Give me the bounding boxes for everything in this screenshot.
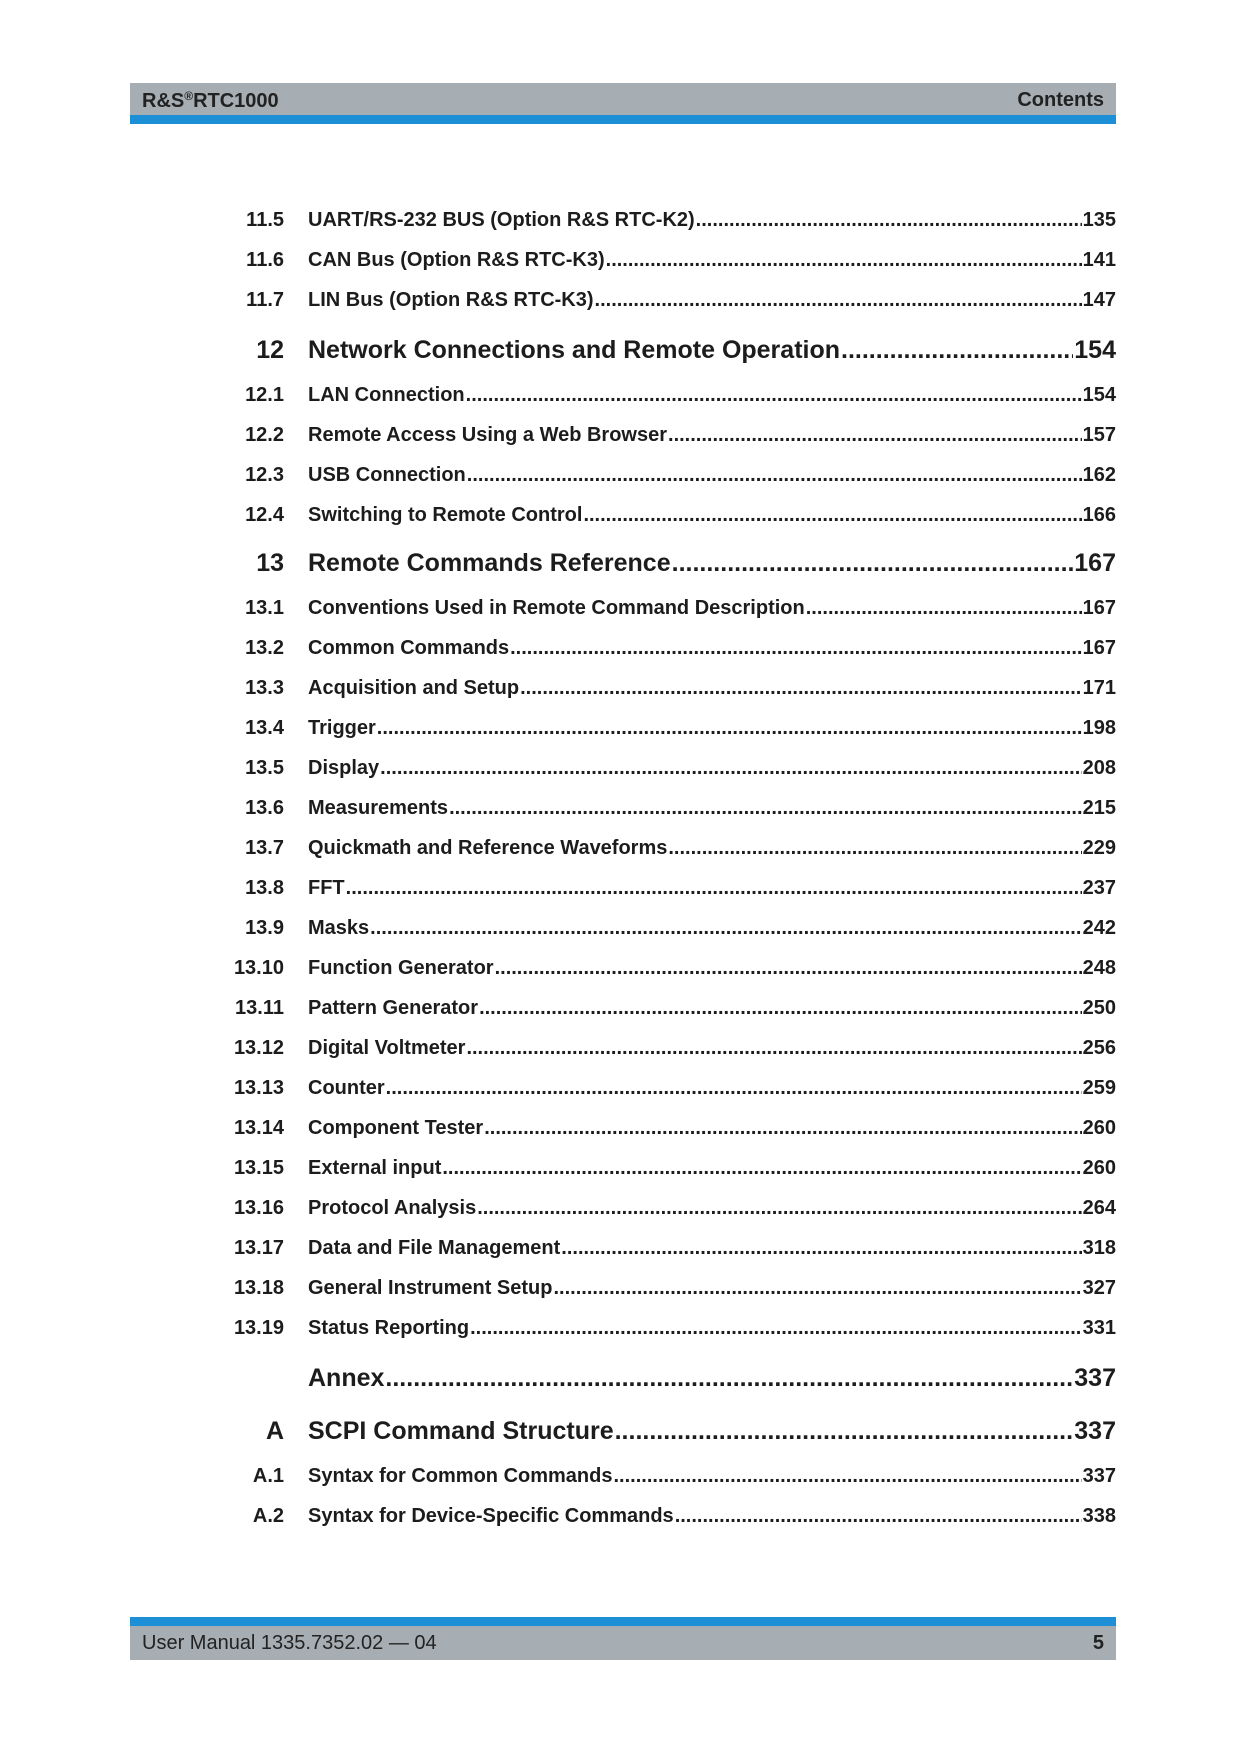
section-title: Contents bbox=[1017, 89, 1104, 111]
toc-number: A.2 bbox=[252, 1505, 284, 1527]
toc-number: 12.2 bbox=[245, 424, 284, 446]
toc-page: 237 bbox=[1082, 877, 1116, 899]
toc-number: 13.17 bbox=[233, 1237, 284, 1259]
toc-leader bbox=[668, 837, 1081, 860]
toc-title: LIN Bus (Option R&S RTC-K3) bbox=[308, 289, 594, 311]
toc-number: 11.6 bbox=[246, 249, 284, 271]
toc-entry[interactable] bbox=[0, 242, 1240, 276]
toc-entry[interactable] bbox=[0, 870, 1240, 904]
toc-page: 208 bbox=[1082, 757, 1116, 779]
toc-page: 171 bbox=[1082, 677, 1116, 699]
toc-page: 259 bbox=[1082, 1077, 1116, 1099]
toc-page: 337 bbox=[1074, 1417, 1116, 1445]
toc-leader bbox=[696, 209, 1082, 232]
toc-leader bbox=[595, 289, 1082, 312]
toc-entry[interactable] bbox=[0, 1230, 1240, 1264]
toc-leader bbox=[675, 1505, 1082, 1528]
toc-leader bbox=[449, 797, 1082, 820]
toc-page: 215 bbox=[1082, 797, 1116, 819]
toc-entry[interactable] bbox=[0, 202, 1240, 236]
toc-title: Switching to Remote Control bbox=[308, 504, 583, 526]
toc-title: Digital Voltmeter bbox=[308, 1037, 466, 1059]
toc-annex[interactable] bbox=[0, 1362, 1240, 1396]
toc-number: 13.14 bbox=[233, 1117, 284, 1139]
toc-entry[interactable] bbox=[0, 1458, 1240, 1492]
toc-page: 338 bbox=[1082, 1505, 1116, 1527]
toc-leader bbox=[613, 1465, 1081, 1488]
toc-leader bbox=[466, 384, 1082, 407]
toc-number: A.1 bbox=[252, 1465, 284, 1487]
toc-entry[interactable] bbox=[0, 910, 1240, 944]
toc-page: 260 bbox=[1082, 1117, 1116, 1139]
toc-page: 167 bbox=[1074, 549, 1116, 577]
toc-leader bbox=[380, 757, 1081, 780]
toc-leader bbox=[606, 249, 1082, 272]
toc-number: 13.11 bbox=[235, 997, 284, 1019]
toc-leader bbox=[484, 1117, 1081, 1140]
toc-title: Common Commands bbox=[308, 637, 510, 659]
toc-number: 13.12 bbox=[233, 1037, 284, 1059]
toc-entry[interactable] bbox=[0, 590, 1240, 624]
toc-title: Network Connections and Remote Operation bbox=[308, 336, 841, 364]
toc-leader bbox=[615, 1417, 1074, 1446]
toc-title: Syntax for Common Commands bbox=[308, 1465, 613, 1487]
toc-page: 147 bbox=[1082, 289, 1116, 311]
toc-title: Syntax for Device-Specific Commands bbox=[308, 1505, 674, 1527]
toc-page: 141 bbox=[1082, 249, 1116, 271]
toc-leader bbox=[510, 637, 1082, 660]
toc-number: 13.16 bbox=[233, 1197, 284, 1219]
toc-title: Remote Commands Reference bbox=[308, 549, 671, 577]
toc-page: 250 bbox=[1082, 997, 1116, 1019]
toc-leader bbox=[495, 957, 1082, 980]
toc-entry[interactable] bbox=[0, 750, 1240, 784]
toc-page: 166 bbox=[1082, 504, 1116, 526]
toc-leader bbox=[466, 1037, 1081, 1060]
toc-page: 248 bbox=[1082, 957, 1116, 979]
page-header bbox=[130, 83, 1116, 124]
toc-leader bbox=[479, 997, 1082, 1020]
toc-number: 12.4 bbox=[245, 504, 284, 526]
toc-title: Display bbox=[308, 757, 380, 779]
toc-number: 11.7 bbox=[246, 289, 284, 311]
toc-title: SCPI Command Structure bbox=[308, 1417, 614, 1445]
toc-leader bbox=[442, 1157, 1081, 1180]
toc-title: Status Reporting bbox=[308, 1317, 470, 1339]
toc-number: 12 bbox=[256, 336, 284, 364]
toc-leader bbox=[385, 1364, 1073, 1393]
toc-leader bbox=[554, 1277, 1082, 1300]
toc-entry[interactable] bbox=[0, 950, 1240, 984]
toc-page: 337 bbox=[1082, 1465, 1116, 1487]
toc-page: 260 bbox=[1082, 1157, 1116, 1179]
toc-title: LAN Connection bbox=[308, 384, 465, 406]
toc-page: 327 bbox=[1082, 1277, 1116, 1299]
toc-entry[interactable] bbox=[0, 990, 1240, 1024]
page-number: 5 bbox=[1092, 1632, 1104, 1654]
toc-title: Protocol Analysis bbox=[308, 1197, 477, 1219]
toc-page: 167 bbox=[1082, 637, 1116, 659]
toc-leader bbox=[386, 1077, 1082, 1100]
toc-number: 13.7 bbox=[245, 837, 284, 859]
toc-entry[interactable] bbox=[0, 830, 1240, 864]
toc-page: 162 bbox=[1082, 464, 1116, 486]
toc-entry[interactable] bbox=[0, 790, 1240, 824]
toc-page: 242 bbox=[1082, 917, 1116, 939]
toc-entry[interactable] bbox=[0, 497, 1240, 531]
toc-title: Masks bbox=[308, 917, 370, 939]
toc-chapter[interactable] bbox=[0, 1415, 1240, 1449]
toc-entry[interactable] bbox=[0, 670, 1240, 704]
page-footer bbox=[130, 1617, 1116, 1660]
toc-entry[interactable] bbox=[0, 710, 1240, 744]
toc-leader bbox=[377, 717, 1082, 740]
toc-entry[interactable] bbox=[0, 630, 1240, 664]
toc-page: 167 bbox=[1082, 597, 1116, 619]
toc-title: Data and File Management bbox=[308, 1237, 561, 1259]
toc-entry[interactable] bbox=[0, 377, 1240, 411]
toc-leader bbox=[370, 917, 1081, 940]
toc-entry[interactable] bbox=[0, 1070, 1240, 1104]
toc-number: 13.9 bbox=[245, 917, 284, 939]
toc-page: 337 bbox=[1074, 1364, 1116, 1392]
toc-number: 11.5 bbox=[246, 209, 284, 231]
toc-entry[interactable] bbox=[0, 1498, 1240, 1532]
toc-number: 13.1 bbox=[245, 597, 284, 619]
toc-title: USB Connection bbox=[308, 464, 466, 486]
toc-title: External input bbox=[308, 1157, 442, 1179]
toc-leader bbox=[346, 877, 1082, 900]
toc-number: 13.13 bbox=[233, 1077, 284, 1099]
toc-page: 264 bbox=[1082, 1197, 1116, 1219]
toc-leader bbox=[561, 1237, 1081, 1260]
toc-title: Acquisition and Setup bbox=[308, 677, 520, 699]
toc-leader bbox=[520, 677, 1082, 700]
toc-number: 13.3 bbox=[245, 677, 284, 699]
toc-leader bbox=[672, 549, 1074, 578]
toc-entry[interactable] bbox=[0, 1270, 1240, 1304]
toc-page: 157 bbox=[1082, 424, 1116, 446]
toc-title: Trigger bbox=[308, 717, 376, 739]
toc-title: Measurements bbox=[308, 797, 449, 819]
footer-accent-line bbox=[130, 1617, 1116, 1626]
toc-number: 13.19 bbox=[233, 1317, 284, 1339]
toc-title: CAN Bus (Option R&S RTC-K3) bbox=[308, 249, 605, 271]
toc-entry[interactable] bbox=[0, 1110, 1240, 1144]
toc-page: 135 bbox=[1082, 209, 1116, 231]
toc-leader bbox=[470, 1317, 1082, 1340]
toc-page: 318 bbox=[1082, 1237, 1116, 1259]
toc-entry[interactable] bbox=[0, 457, 1240, 491]
toc-entry[interactable] bbox=[0, 417, 1240, 451]
registered-mark: ® bbox=[184, 89, 194, 103]
document-id: User Manual 1335.7352.02 ― 04 bbox=[142, 1632, 437, 1654]
toc-number: 12.3 bbox=[245, 464, 284, 486]
toc-title: General Instrument Setup bbox=[308, 1277, 553, 1299]
toc-page: 154 bbox=[1074, 336, 1116, 364]
toc-number: 13.18 bbox=[233, 1277, 284, 1299]
toc-page: 154 bbox=[1082, 384, 1116, 406]
product-prefix: R&S bbox=[142, 90, 185, 112]
toc-page: 229 bbox=[1082, 837, 1116, 859]
toc-title: Conventions Used in Remote Command Description bbox=[308, 597, 805, 619]
toc-leader bbox=[583, 504, 1081, 527]
toc-page: 198 bbox=[1082, 717, 1116, 739]
toc-number: 13.2 bbox=[245, 637, 284, 659]
product-name bbox=[142, 89, 279, 113]
toc-entry[interactable] bbox=[0, 1190, 1240, 1224]
toc-leader bbox=[841, 336, 1073, 365]
toc-page: 256 bbox=[1082, 1037, 1116, 1059]
toc-number: 13.6 bbox=[245, 797, 284, 819]
toc-leader bbox=[668, 424, 1082, 447]
toc-number: 13 bbox=[256, 549, 284, 577]
toc-number: A bbox=[265, 1417, 284, 1445]
toc-chapter[interactable] bbox=[0, 334, 1240, 368]
toc-entry[interactable] bbox=[0, 1150, 1240, 1184]
toc-chapter[interactable] bbox=[0, 547, 1240, 581]
toc-title: Remote Access Using a Web Browser bbox=[308, 424, 668, 446]
toc-number: 12.1 bbox=[245, 384, 284, 406]
toc-page: 331 bbox=[1082, 1317, 1116, 1339]
toc-number: 13.8 bbox=[245, 877, 284, 899]
toc-number: 13.5 bbox=[245, 757, 284, 779]
toc-leader bbox=[477, 1197, 1081, 1220]
toc-leader bbox=[806, 597, 1082, 620]
toc-title: Component Tester bbox=[308, 1117, 484, 1139]
toc-number: 13.4 bbox=[245, 717, 284, 739]
toc-entry[interactable] bbox=[0, 1310, 1240, 1344]
toc-entry[interactable] bbox=[0, 1030, 1240, 1064]
toc-entry[interactable] bbox=[0, 282, 1240, 316]
product-model: RTC1000 bbox=[193, 90, 279, 112]
toc-title: UART/RS-232 BUS (Option R&S RTC-K2) bbox=[308, 209, 695, 231]
toc-title: FFT bbox=[308, 877, 345, 899]
toc-title: Quickmath and Reference Waveforms bbox=[308, 837, 668, 859]
toc-title: Annex bbox=[308, 1364, 385, 1392]
toc-number: 13.10 bbox=[233, 957, 284, 979]
toc-title: Function Generator bbox=[308, 957, 494, 979]
toc-leader bbox=[467, 464, 1082, 487]
header-accent-line bbox=[130, 115, 1116, 124]
toc-number: 13.15 bbox=[233, 1157, 284, 1179]
toc-title: Pattern Generator bbox=[308, 997, 479, 1019]
toc-title: Counter bbox=[308, 1077, 385, 1099]
